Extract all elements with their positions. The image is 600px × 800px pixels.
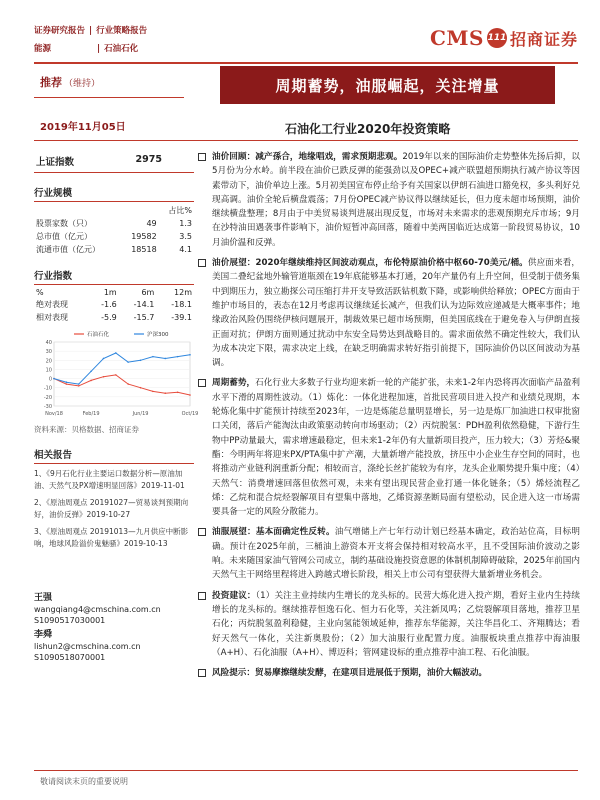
x-tick-label: Nov/18 [45,411,63,417]
analyst-email[interactable]: wangqiang4@cmschina.com.cn [34,605,161,614]
logo-cn-text: 招商证券 [509,29,578,49]
paragraph-body: 贸易摩擦继续发酵，在建项目进展低于预期，油价大幅波动。 [254,668,488,679]
y-tick-label: 0 [48,376,52,383]
tag-industry: 石油石化 [104,44,139,54]
data-point [164,358,166,360]
table-row: 股票家数（只） 49 1.3 [36,219,192,228]
checkbox-bullet-icon [198,669,206,677]
y-tick-label: -10 [43,385,52,392]
y-tick-label: 10 [45,367,52,374]
tag-report-type: 证券研究报告 [34,26,86,36]
index-value: 2975 [135,154,162,165]
y-tick-label: -20 [43,394,52,401]
tag-report-kind: 行业策略报告 [96,26,148,36]
x-tick-label: Oct/19 [181,411,199,417]
industry-scale-table [34,204,194,256]
y-tick-label: 40 [45,340,52,346]
data-point [103,376,105,378]
footer-divider [34,770,578,771]
header-divider [34,62,578,64]
logo-cms-text: CMS [429,26,484,50]
data-point [140,359,142,361]
data-point [164,392,166,394]
paragraph-lead: 油价展望：2020年继续维持区间波动观点，布伦特原油价格中枢60-70美元/桶。 [212,258,528,269]
document-title: 石油化工行业2020年投资策略 [285,122,451,136]
paragraph-body: 石化行业大多数子行业均迎来新一轮的产能扩张，未来1-2年内恐将再次面临产品盈利水平下滑的周期性波动。（1）炼化：一体化进程加速，首批民营项目进入投产和业绩兑现期，本轮炼化集中扩能预计持续至2023年，一边是炼能总量明显增长，另一边是炼厂加油进口权审批窗口关闭，落后产能淘汰由政策驱动转向市场驱动；（2）丙烷脱氢：PDH盈利依然稳健，下游行生物中PP动量最大，需求增速最稳定，但未来1-2年仍有大量新项目投产，压力较大；（3）芳烃&聚酯：今明两年将迎来PX/PTA集中扩产潮，大量新增产能投放，挤压中小企业生存空间的同时，也将推动产业链利润重新分配；相较而言，涤纶长丝扩能较为有序，龙头企业顺势提升集中度；（4）天然气：消费增速回落但依然可观，未来有望出现民营企业打通一体化链条；（5）烯烃流程乙烯：乙烷和混合烷烃裂解项目有望集中落地，乙烯资源垄断局面有望松动，民企进入这一市场需要具备一定的风险分散能力。 [212,378,580,518]
y-tick-label: -30 [43,404,52,410]
paragraph-lead: 周期蓄势， [212,378,256,389]
chart-frame [54,342,190,406]
table-row: 相对表现 -5.9 -15.7 -39.1 [36,313,192,322]
analyst-block [34,630,194,663]
header-tags-row2: 能源 | 石油石化 [34,40,147,58]
rating-label: 推荐 [40,76,62,89]
data-point [177,391,179,393]
data-point [140,387,142,389]
data-point [78,385,80,387]
table-row: 绝对表现 -1.6 -14.1 -18.1 [36,300,192,309]
paragraph-body: 供应面来看，美国二叠纪盆地外输管道瓶颈在19年底能够基本打通，20年产量仍有上升空间，但受制于债务集中到期压力，独立勘探公司压缩打井开支导致活跃钻机数下降，或影响供给释放；OPEC方面由于维护市场目的，表态在12月考虑再议继续延长减产，但我们认为边际效应递减是大概率事件；地缘政治风险仍围绕伊核问题展开，制裁效果已超市场预期，但美国底线在于避免卷入与伊朗直接正面对抗；伊朗方面则通过扰动中东安全局势达到战略目的。需求面依然不确定性较大，我们认为成本决定下限，需求决定上线，在缺乏明确需求转好指引前提下，国际油价仍以区间波动为基调。 [212,258,580,369]
data-point [103,358,105,360]
header-tags [34,22,147,58]
title-divider [34,140,578,141]
checkbox-bullet-icon [198,153,206,161]
analyst-cert: S1090518070001 [34,653,106,662]
paragraph-body: （1）关注主业持续内生增长的龙头标的。民营大炼化进入投产期，看好主业内生持续增长的龙头标的。继续推荐恒逸石化、恒力石化等，关注新凤鸣；乙烷裂解项目落地，推荐卫星石化；丙烷脱氢盈利稳健，主业向氢能领域延伸，推荐东华能源，关注华昌化工、齐翔腾达；看好天然气一体化，关注新奥股份；（2）加大油服行业配置力度。油服板块重点推荐中海油服（A+H）、石化油服（A+H）、博迈科；管网建设标的重点推荐中油工程、石化油服。 [212,590,580,658]
paragraph-oilfield-services [198,525,580,582]
data-point [189,354,191,356]
legend-label: 沪深300 [147,332,169,338]
tag-sector: 能源 [34,44,52,54]
analyst-block [34,593,194,626]
analyst-cert: S1090517030001 [34,616,106,625]
data-point [53,378,55,380]
checkbox-bullet-icon [198,379,206,387]
related-report-link[interactable]: 3、《原油周观点 20191013—九月供应中断影响，地球风险溢价鬼魅骚》2019-10-13 [34,527,189,548]
y-tick-label: 20 [45,358,52,365]
related-report-link[interactable]: 1、《9月石化行业主要运口数据分析—原油加油、天然气及PX增速明显回落》2019-11-01 [34,469,185,490]
rating [40,74,100,90]
paragraph-body: 油气增储上产七年行动计划已经基本确定，政治站位高，目标明确。预计在2025年前，三桶油上游资本开支将会保持相对较高水平，且不受国际油价波动之影响。未来随国家油气管网公司成立，制约基础设施投资意愿的体制机制障碍破除，2025年前国内天然气主干网络里程将进入跨越式增长阶段，相关上市公司有望获得大量新增业务机会。 [212,527,580,581]
data-point [152,356,154,358]
legend-label: 石油石化 [87,332,110,338]
data-point [127,361,129,363]
paragraph-oil-review [198,150,580,250]
chart-svg [34,328,199,418]
paragraph-investment-advice [198,589,580,660]
checkbox-bullet-icon [198,259,206,267]
data-point [189,394,191,396]
data-point [78,383,80,385]
paragraph-lead: 油价回顾：减产孫合，地缘唱戏，需求预期悲观。 [212,152,403,162]
analyst-name: 李舜 [34,630,53,640]
performance-table [34,287,194,324]
sidebar [34,150,199,663]
related-reports-title: 相关报告 [34,447,194,464]
company-logo [430,26,578,50]
data-point [115,374,117,376]
index-performance-chart [34,328,199,418]
header-tags-row1: 证券研究报告 | 行业策略报告 [34,22,147,40]
data-point [66,383,68,385]
industry-scale-title: 行业规模 [34,185,194,202]
x-tick-label: Jun/19 [132,411,149,417]
paragraph-risk [198,666,580,680]
data-point [115,352,117,354]
data-point [152,391,154,393]
series-line-1 [54,375,190,395]
paragraph-cycle [198,376,580,519]
report-date: 2019年11月05日 [40,122,126,133]
paragraph-oil-outlook [198,256,580,370]
y-tick-label: 30 [45,349,52,356]
main-content [198,150,580,686]
table-row: 总市值（亿元） 19582 3.5 [36,232,192,241]
table-row: 流通市值（亿元） 18518 4.1 [36,245,192,254]
analyst-name: 王强 [34,593,53,603]
paragraph-body: 2019年以来的国际油价走势整体先扬后抑，以5月份为分水岭。前半段在油价已跌反弹的能强劲以及OPEC+减产联盟超预期执行减产协议等因素带动下，油价单边上涨。5月初美国宣布停止给予有关国家以伊朗石油进口豁免权，多头利好兑现高调。油价全轮后横盘震荡；7月份OPEC减产协议得以继续延长，但力度未超市场预期，油价继续横盘整理；8月由于中美贸易谈判进展出现反复，市场对未来需求的悲观预期充斥市场；9月在沙特油田遇袭事件影响下，油价短暂冲高回落，随着中美两国临近达成第一阶段贸易协议，10月油价温和反弹。 [212,152,580,248]
headline-banner: 周期蓄势，油服崛起，关注增量 [220,66,555,104]
analyst-email[interactable]: lishun2@cmschina.com.cn [34,642,141,651]
rating-sub: （维持） [64,79,101,89]
data-point [127,383,129,385]
paragraph-lead: 投资建议： [212,590,256,601]
data-point [177,356,179,358]
x-tick-label: Feb/19 [82,411,100,417]
data-point [90,370,92,372]
paragraph-lead: 风险提示： [212,668,255,679]
data-point [90,380,92,382]
industry-index-title: 行业指数 [34,268,194,285]
table-header-row: 占比% [168,206,192,215]
rating-divider [34,97,184,98]
related-reports-list [34,468,194,549]
logo-badge-icon: 111 [487,28,507,48]
index-label: 上证指数 [36,157,75,168]
related-report-link[interactable]: 2、《原油周观点 20191027—贸易谈判预期向好，油价反弹》2019-10-27 [34,498,189,519]
checkbox-bullet-icon [198,592,206,600]
chart-source: 资料来源：贝格数据、招商证券 [34,425,139,434]
footer-note: 敬请阅读末页的重要说明 [40,777,128,786]
market-index [34,150,194,173]
paragraph-lead: 油服展望：基本面确定性反转。 [212,527,335,538]
table-header-row: % 1m 6m 12m [36,288,192,297]
data-point [66,381,68,383]
checkbox-bullet-icon [198,528,206,536]
